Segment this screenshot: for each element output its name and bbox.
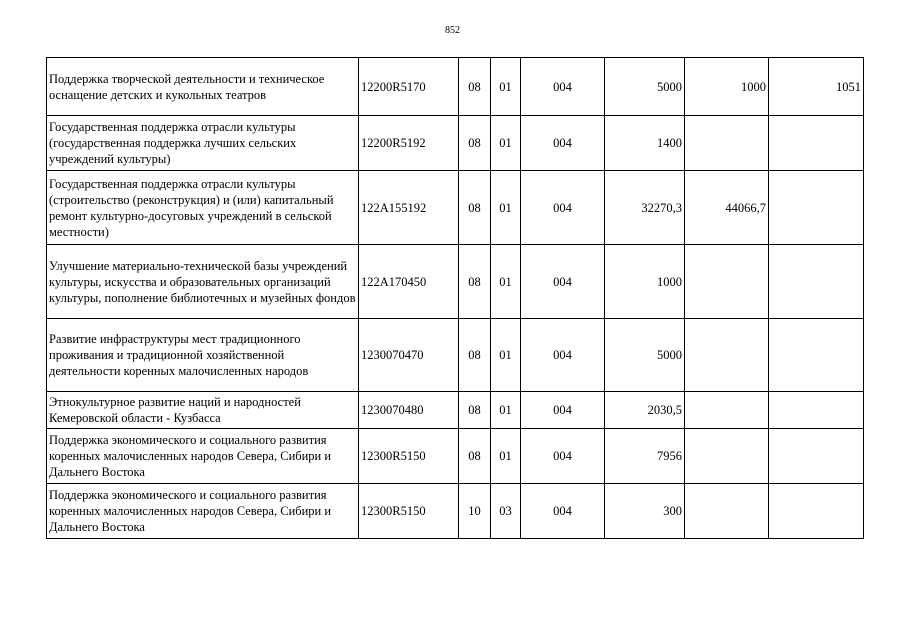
row-csr: 1230070480 — [359, 392, 459, 429]
row-sum3 — [769, 392, 864, 429]
row-sum2: 1000 — [685, 58, 769, 116]
row-csr: 12200R5192 — [359, 116, 459, 171]
row-sum2 — [685, 429, 769, 484]
row-sum1: 5000 — [605, 58, 685, 116]
row-sum3 — [769, 245, 864, 319]
row-csr: 12200R5170 — [359, 58, 459, 116]
row-rz: 08 — [459, 171, 491, 245]
page-number: 852 — [445, 25, 460, 36]
row-sum2 — [685, 245, 769, 319]
row-sum3 — [769, 116, 864, 171]
row-csr: 12300R5150 — [359, 429, 459, 484]
table-row — [47, 319, 864, 392]
table-row — [47, 484, 864, 539]
row-rz: 10 — [459, 484, 491, 539]
row-name: Улучшение материально-технической базы учреждений культуры, искусства и образовательных организаций культуры, пополнение библиотечных и музейных фондов — [47, 245, 359, 319]
row-sum3 — [769, 484, 864, 539]
row-pr: 01 — [491, 319, 521, 392]
table-row — [47, 58, 864, 116]
row-sum2 — [685, 319, 769, 392]
row-rz: 08 — [459, 245, 491, 319]
row-sum3 — [769, 319, 864, 392]
table-row — [47, 171, 864, 245]
table-row — [47, 392, 864, 429]
row-name: Этнокультурное развитие наций и народностей Кемеровской области - Кузбасса — [47, 392, 359, 429]
table-row — [47, 245, 864, 319]
row-sum2: 44066,7 — [685, 171, 769, 245]
row-rz: 08 — [459, 392, 491, 429]
row-sum3 — [769, 429, 864, 484]
row-pr: 01 — [491, 116, 521, 171]
row-name: Поддержка экономического и социального развития коренных малочисленных народов Севера, Сибири и Дальнего Востока — [47, 429, 359, 484]
row-rz: 08 — [459, 429, 491, 484]
row-vr: 004 — [521, 392, 605, 429]
row-sum3: 1051 — [769, 58, 864, 116]
row-vr: 004 — [521, 116, 605, 171]
row-vr: 004 — [521, 319, 605, 392]
row-sum1: 300 — [605, 484, 685, 539]
row-pr: 01 — [491, 245, 521, 319]
row-sum2 — [685, 484, 769, 539]
row-pr: 01 — [491, 171, 521, 245]
row-sum1: 1400 — [605, 116, 685, 171]
row-sum1: 1000 — [605, 245, 685, 319]
row-vr: 004 — [521, 484, 605, 539]
row-vr: 004 — [521, 171, 605, 245]
row-sum3 — [769, 171, 864, 245]
row-sum1: 7956 — [605, 429, 685, 484]
row-name: Государственная поддержка отрасли культуры (государственная поддержка лучших сельских учреждений культуры) — [47, 116, 359, 171]
row-csr: 1230070470 — [359, 319, 459, 392]
row-pr: 01 — [491, 58, 521, 116]
row-sum2 — [685, 392, 769, 429]
row-pr: 01 — [491, 392, 521, 429]
row-vr: 004 — [521, 245, 605, 319]
row-name: Поддержка экономического и социального развития коренных малочисленных народов Севера, Сибири и Дальнего Востока — [47, 484, 359, 539]
table-row — [47, 429, 864, 484]
row-pr: 01 — [491, 429, 521, 484]
table-row — [47, 116, 864, 171]
row-sum1: 2030,5 — [605, 392, 685, 429]
row-pr: 03 — [491, 484, 521, 539]
row-name: Развитие инфраструктуры мест традиционного проживания и традиционной хозяйственной деятельности коренных малочисленных народов — [47, 319, 359, 392]
row-vr: 004 — [521, 58, 605, 116]
budget-table — [46, 57, 864, 539]
row-rz: 08 — [459, 319, 491, 392]
row-vr: 004 — [521, 429, 605, 484]
row-rz: 08 — [459, 116, 491, 171]
row-sum1: 5000 — [605, 319, 685, 392]
row-sum1: 32270,3 — [605, 171, 685, 245]
row-sum2 — [685, 116, 769, 171]
row-csr: 122A155192 — [359, 171, 459, 245]
row-name: Поддержка творческой деятельности и техническое оснащение детских и кукольных театров — [47, 58, 359, 116]
row-rz: 08 — [459, 58, 491, 116]
row-csr: 12300R5150 — [359, 484, 459, 539]
row-csr: 122A170450 — [359, 245, 459, 319]
row-name: Государственная поддержка отрасли культуры (строительство (реконструкция) и (или) капитальный ремонт культурно-досуговых учреждений в сельской местности) — [47, 171, 359, 245]
